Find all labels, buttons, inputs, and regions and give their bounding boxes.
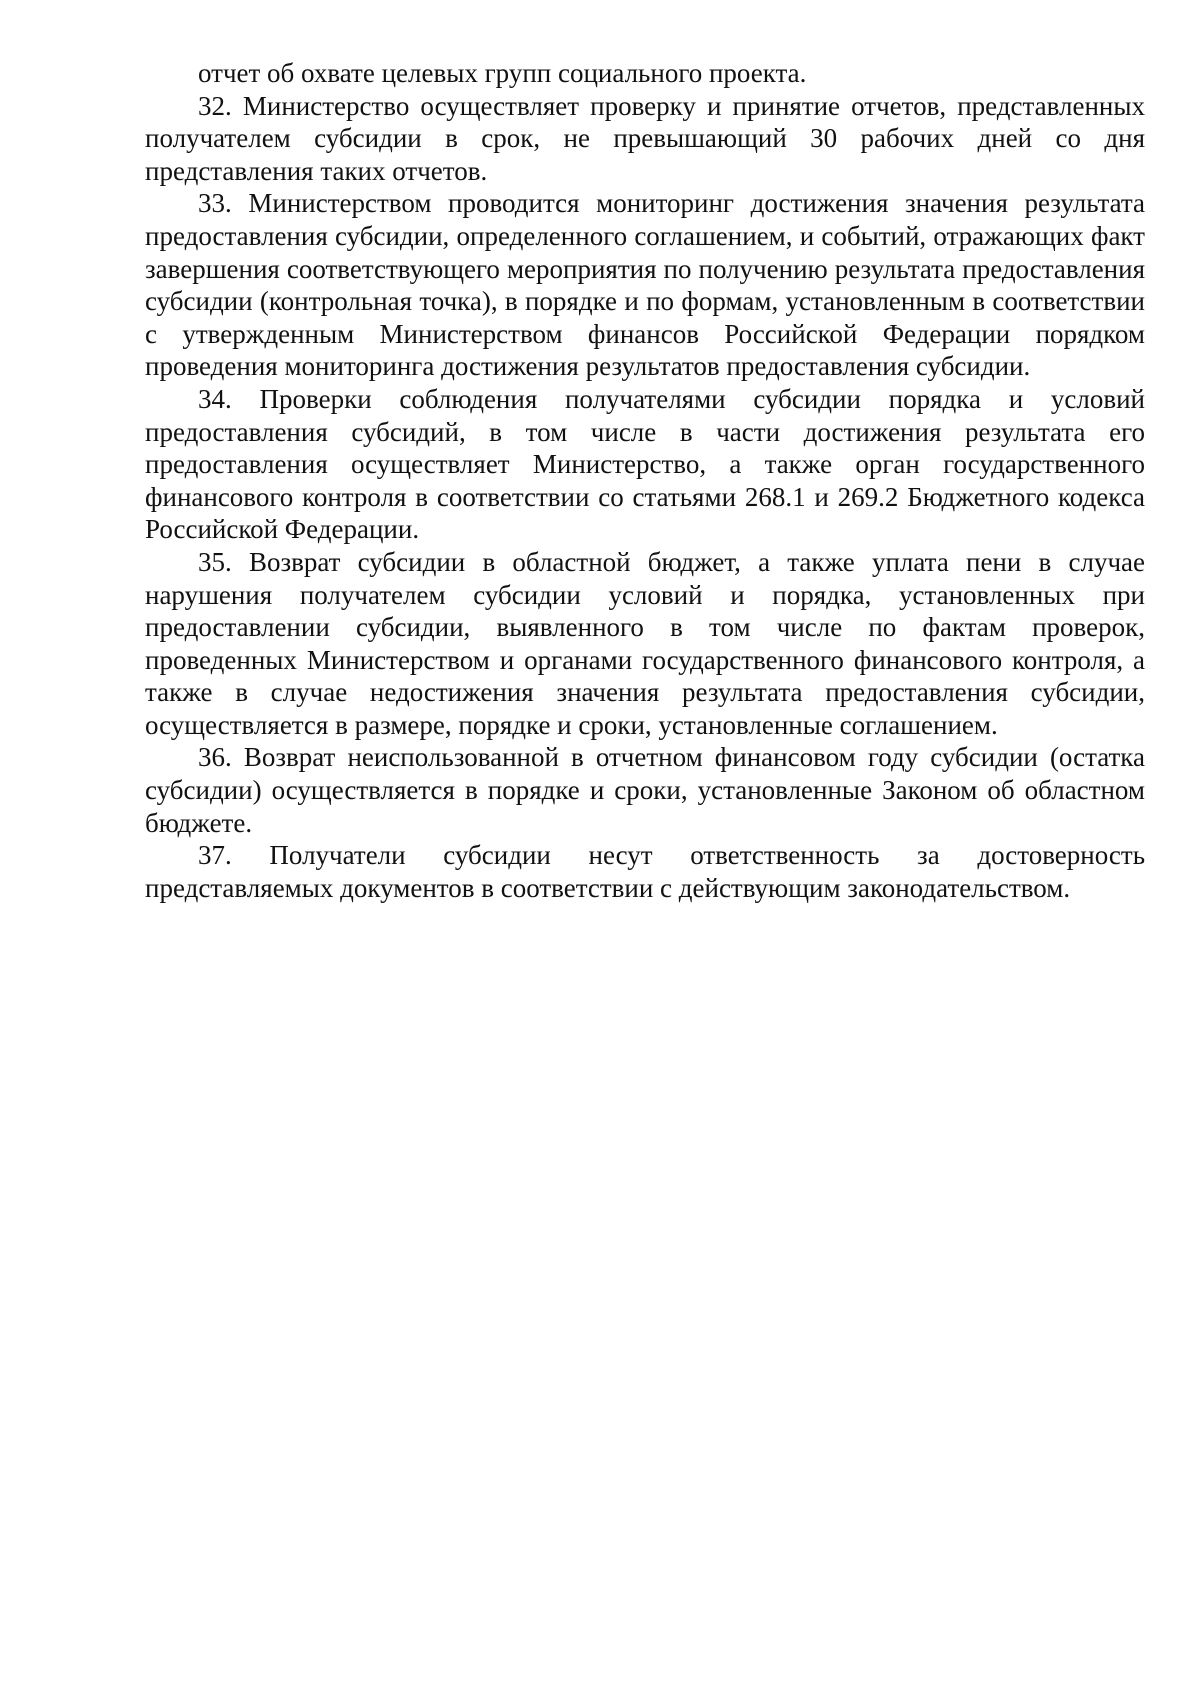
paragraph-text: Возврат субсидии в областной бюджет, а также уплата пени в случае нарушения получателем субсидии условий и порядка, установленных при предоставлении субсидии, выявленного в том числе по фактам проверок, проведенных Министерством и органами государственного финансового контроля, а также в случае недостижения значения результата предоставления субсидии, осуществляется в размере, порядке и сроки, установленные соглашением. (145, 546, 1145, 740)
paragraph-37 (145, 839, 1145, 904)
paragraph-text: отчет об охвате целевых групп социального проекта. (198, 58, 807, 88)
paragraph-34 (145, 383, 1145, 546)
paragraph-number: 32. (198, 90, 232, 121)
paragraph-continuation (145, 57, 1145, 90)
paragraph-33 (145, 187, 1145, 383)
paragraph-text: Министерством проводится мониторинг достижения значения результата предоставления субсидии, определенного соглашением, и событий, отражающих факт завершения соответствующего мероприятия по получению результата предоставления субсидии (контрольная точка), в порядке и по формам, установленным в соответствии с утвержденным Министерством финансов Российской Федерации порядком проведения мониторинга достижения результатов предоставления субсидии. (145, 188, 1146, 382)
paragraph-35 (145, 546, 1145, 742)
paragraph-number: 36. (198, 742, 232, 773)
paragraph-text: Получатели субсидии несут ответственность за достоверность представляемых документов в соответствии с действующим законодательством. (145, 840, 1146, 903)
paragraph-number: 34. (198, 383, 232, 414)
paragraph-36 (145, 741, 1145, 839)
paragraph-32 (145, 90, 1145, 188)
paragraph-text: Министерство осуществляет проверку и принятие отчетов, представленных получателем субсидии в срок, не превышающий 30 рабочих дней со дня представления таких отчетов. (145, 90, 1145, 186)
paragraph-text: Возврат неиспользованной в отчетном финансовом году субсидии (остатка субсидии) осуществляется в порядке и сроки, установленные Законом об областном бюджете. (145, 742, 1145, 838)
document-body (145, 57, 1145, 904)
paragraph-number: 33. (198, 188, 232, 219)
paragraph-number: 35. (198, 546, 232, 577)
paragraph-number: 37. (198, 840, 232, 871)
paragraph-text: Проверки соблюдения получателями субсидии порядка и условий предоставления субсидий, в том числе в части достижения результата его предоставления осуществляет Министерство, а также орган государственного финансового контроля в соответствии со статьями 268.1 и 269.2 Бюджетного кодекса Российской Федерации. (145, 383, 1146, 545)
